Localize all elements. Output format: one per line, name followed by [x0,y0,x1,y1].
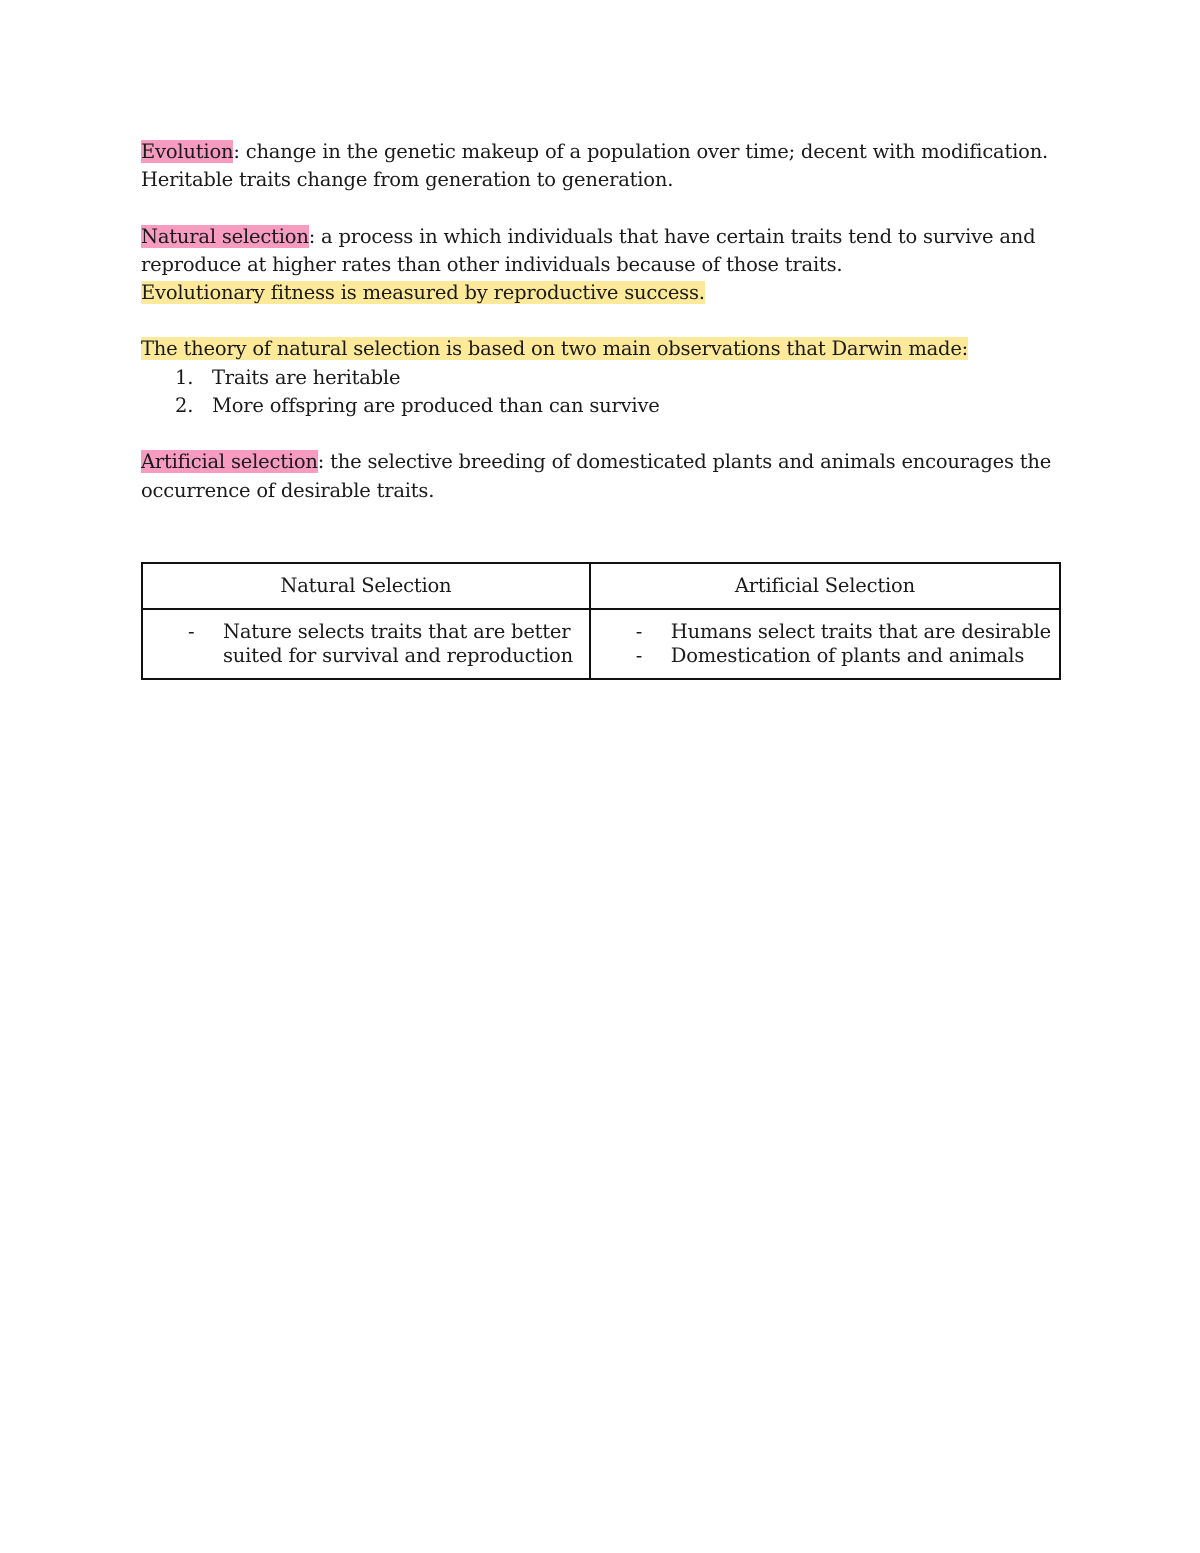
artificial-selection-cell [590,609,1060,679]
evolution-definition-text: : change in the genetic makeup of a population over time; decent with modification. [233,140,1049,163]
list-item [175,392,1061,420]
artificial-selection-definition [141,448,1061,505]
theory-section [141,335,1061,420]
natural-selection-cell [142,609,590,679]
artificial-points-list [591,620,1051,668]
evolution-definition-line2: Heritable traits change from generation to generation. [141,168,674,192]
artificial-selection-header: Artificial Selection [590,563,1060,609]
artificial-selection-definition-text: : the selective breeding of domesticated plants and animals encourages the [317,450,1052,474]
artificial-selection-term: Artificial selection [141,450,318,474]
natural-points-list [143,620,581,668]
dash-bullet: - [635,644,643,667]
artificial-selection-definition-line2: occurrence of desirable traits. [141,478,435,502]
document-body [141,138,1061,533]
evolution-definition [141,138,1061,195]
list-item [591,620,1051,644]
list-item [591,644,1051,668]
table-header-row [142,563,1060,609]
natural-selection-definition [141,223,1061,308]
evolution-term: Evolution [141,140,234,163]
natural-selection-term: Natural selection [141,224,309,248]
natural-selection-definition-text: : a process in which individuals that have certain traits tend to survive and [308,224,1036,248]
comparison-table [141,562,1061,680]
list-number: 1. [175,365,194,389]
list-number: 2. [175,394,194,418]
natural-selection-header: Natural Selection [142,563,590,609]
list-item-text: Humans select traits that are desirable [670,620,1051,643]
natural-selection-definition-line2: reproduce at higher rates than other individuals because of those traits. [141,252,843,276]
observations-list [141,364,1061,421]
list-item-text: More offspring are produced than can survive [212,394,660,418]
list-item-text: Nature selects traits that are better suited for survival and reproduction [223,620,573,667]
dash-bullet: - [635,620,643,643]
list-item [143,620,581,668]
dash-bullet: - [188,620,195,643]
fitness-note: Evolutionary fitness is measured by reproductive success. [141,281,705,305]
theory-heading: The theory of natural selection is based on two main observations that Darwin made: [141,337,969,361]
list-item-text: Traits are heritable [212,365,401,389]
list-item [175,364,1061,392]
list-item-text: Domestication of plants and animals [670,644,1025,667]
table-row [142,609,1060,679]
